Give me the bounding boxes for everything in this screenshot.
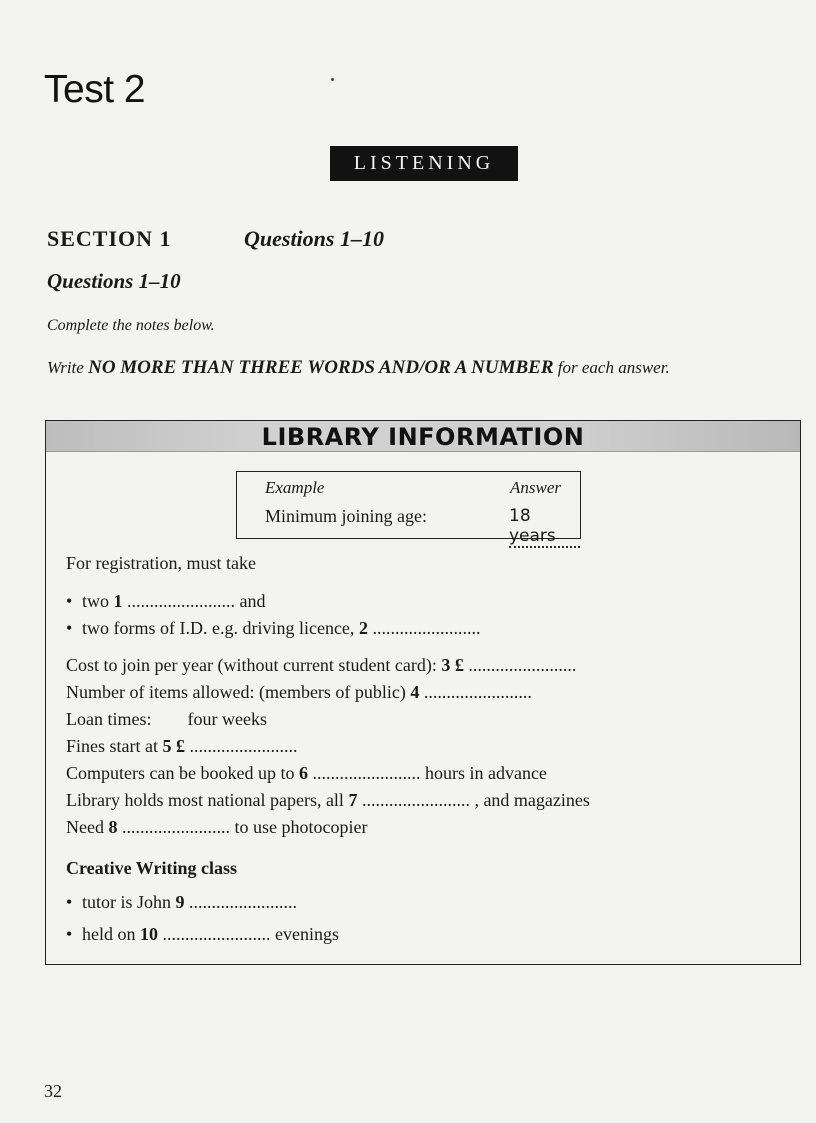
q3-text: Cost to join per year (without current student card):: [66, 655, 442, 675]
stray-dot: [331, 78, 334, 81]
example-box: [236, 471, 581, 546]
q5-text: Fines start at: [66, 736, 163, 756]
answer-label: Answer: [510, 478, 561, 497]
sub-heading: Questions 1–10: [47, 269, 181, 293]
bullet: •: [66, 618, 73, 638]
question-6: [66, 763, 547, 784]
bullet: •: [66, 892, 73, 912]
question-1: [66, 591, 266, 612]
q8-text: Need: [66, 817, 109, 837]
answer-blank-7[interactable]: ........................: [361, 790, 470, 810]
q1-post: and: [235, 591, 266, 611]
instruction-post: for each answer.: [553, 358, 670, 377]
q6-text: Computers can be booked up to: [66, 763, 299, 783]
notes-box: [45, 420, 801, 965]
q2-number: 2: [358, 618, 368, 638]
question-9: [66, 892, 297, 913]
question-3: [66, 655, 576, 676]
q8-post: to use photocopier: [229, 817, 368, 837]
q2-text: two forms of I.D. e.g. driving licence,: [82, 618, 359, 638]
q6-number: 6: [298, 763, 308, 783]
example-label: Example: [265, 478, 325, 497]
page-number: 32: [44, 1081, 62, 1101]
answer-blank-9[interactable]: ........................: [189, 892, 298, 912]
notes-header: [46, 421, 800, 452]
loan-times: [66, 709, 267, 730]
registration-intro: For registration, must take: [66, 553, 256, 573]
question-4: [66, 682, 532, 703]
question-10: [66, 924, 339, 945]
loan-value: four weeks: [187, 709, 267, 729]
q6-post: hours in advance: [420, 763, 547, 783]
answer-blank-3[interactable]: ........................: [468, 655, 577, 675]
section-questions: Questions 1–10: [244, 226, 384, 251]
q1-number: 1: [113, 591, 123, 611]
test-title: Test 2: [44, 68, 146, 111]
section-heading: SECTION 1: [47, 226, 172, 251]
q4-number: 4: [410, 682, 420, 702]
example-answer: 18 years: [509, 506, 580, 548]
answer-blank-4[interactable]: ........................: [423, 682, 532, 702]
instruction-word-limit: [47, 357, 670, 379]
question-5: [66, 736, 298, 757]
q9-number: 9: [175, 892, 185, 912]
bullet: •: [66, 591, 73, 611]
q8-number: 8: [108, 817, 118, 837]
answer-blank-1[interactable]: ........................: [127, 591, 235, 611]
q3-number: 3: [441, 655, 451, 675]
q10-number: 10: [140, 924, 158, 944]
bullet: •: [66, 924, 73, 944]
answer-blank-5[interactable]: ........................: [189, 736, 298, 756]
question-7: [66, 790, 590, 811]
answer-blank-2[interactable]: ........................: [372, 618, 481, 638]
answer-blank-8[interactable]: ........................: [121, 817, 230, 837]
q3-currency: £: [450, 655, 469, 675]
q5-number: 5: [162, 736, 172, 756]
creative-writing-heading: Creative Writing class: [66, 858, 237, 878]
instruction-complete: Complete the notes below.: [47, 317, 215, 334]
loan-label: Loan times:: [66, 709, 152, 729]
notes-title: LIBRARY INFORMATION: [261, 423, 585, 451]
q7-post: , and magazines: [469, 790, 590, 810]
q7-number: 7: [348, 790, 358, 810]
listening-banner: LISTENING: [330, 146, 518, 181]
instruction-emphasis: NO MORE THAN THREE WORDS AND/OR A NUMBER: [88, 357, 554, 378]
answer-blank-10[interactable]: ........................: [162, 924, 271, 944]
answer-blank-6[interactable]: ........................: [312, 763, 421, 783]
q7-text: Library holds most national papers, all: [66, 790, 349, 810]
question-8: [66, 817, 367, 838]
q4-text: Number of items allowed: (members of public): [66, 682, 411, 702]
q5-currency: £: [171, 736, 190, 756]
q9-text: tutor is John: [82, 892, 176, 912]
q10-text: held on: [82, 924, 140, 944]
question-2: [66, 618, 480, 639]
instruction-pre: Write: [47, 358, 89, 377]
example-question: Minimum joining age:: [265, 506, 427, 526]
q10-post: evenings: [270, 924, 339, 944]
q1-text: two: [82, 591, 114, 611]
